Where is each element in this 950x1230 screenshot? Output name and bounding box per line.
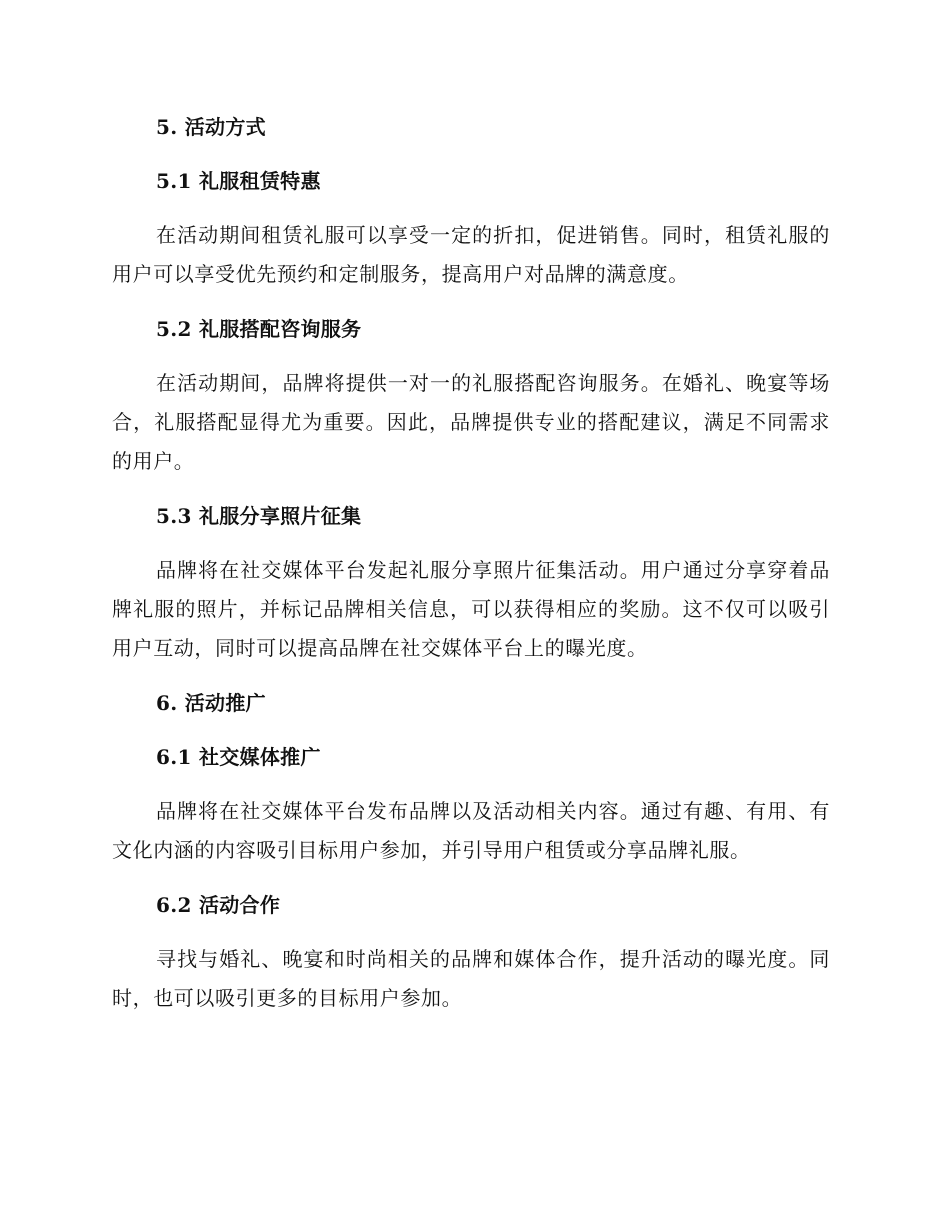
section-heading-6-2: 6.2 活动合作 xyxy=(156,893,281,917)
section-heading-5-3: 5.3 礼服分享照片征集 xyxy=(156,504,362,528)
section-paragraph-6-2: 寻找与婚礼、晚宴和时尚相关的品牌和媒体合作，提升活动的曝光度。同时，也可以吸引更多的目标用户参加。 xyxy=(112,947,830,1010)
section-paragraph-5-3: 品牌将在社交媒体平台发起礼服分享照片征集活动。用户通过分享穿着品牌礼服的照片，并标记品牌相关信息，可以获得相应的奖励。这不仅可以吸引用户互动，同时可以提高品牌在社交媒体平台上的曝光度。 xyxy=(112,558,830,660)
section-paragraph-6-1: 品牌将在社交媒体平台发布品牌以及活动相关内容。通过有趣、有用、有文化内涵的内容吸引目标用户参加，并引导用户租赁或分享品牌礼服。 xyxy=(112,799,830,862)
section-paragraph-5-1: 在活动期间租赁礼服可以享受一定的折扣，促进销售。同时，租赁礼服的用户可以享受优先预约和定制服务，提高用户对品牌的满意度。 xyxy=(112,223,830,286)
section-heading-6: 6. 活动推广 xyxy=(156,691,266,715)
section-heading-5: 5. 活动方式 xyxy=(156,115,266,139)
section-heading-5-1: 5.1 礼服租赁特惠 xyxy=(156,169,321,193)
section-paragraph-5-2: 在活动期间，品牌将提供一对一的礼服搭配咨询服务。在婚礼、晚宴等场合，礼服搭配显得尤为重要。因此，品牌提供专业的搭配建议，满足不同需求的用户。 xyxy=(112,371,830,473)
section-heading-6-1: 6.1 社交媒体推广 xyxy=(156,745,321,769)
section-heading-5-2: 5.2 礼服搭配咨询服务 xyxy=(156,317,362,341)
document-body xyxy=(112,108,830,1034)
